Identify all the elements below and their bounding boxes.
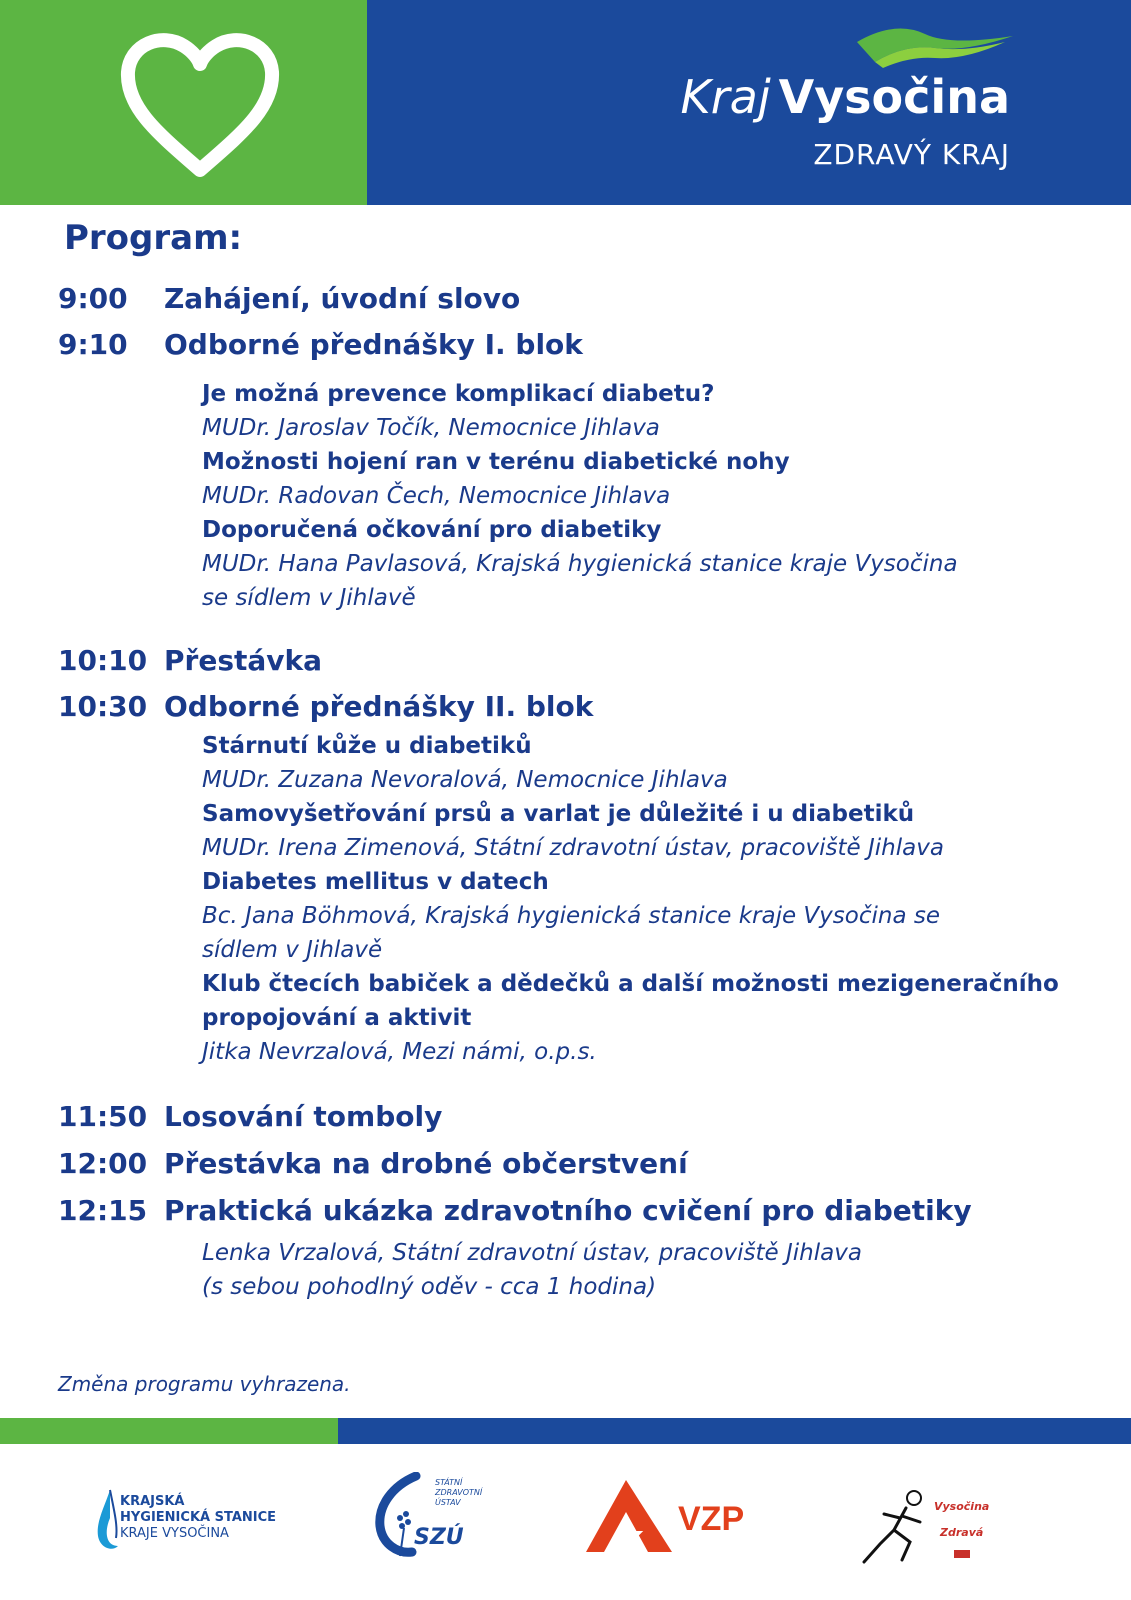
program-time: 9:10 [58, 328, 128, 361]
footer-blue-bar [338, 1418, 1131, 1444]
program-title: Losování tomboly [164, 1100, 443, 1133]
program-time: 12:00 [58, 1147, 148, 1180]
talk-speaker: se sídlem v Jihlavě [202, 585, 416, 611]
vzp-logo-text: VZP [678, 1500, 745, 1538]
brand-subtitle: ZDRAVÝ KRAJ [813, 138, 1010, 171]
szu-line3: ÚSTAV [435, 1498, 461, 1507]
talk-title: Doporučená očkování pro diabetiky [202, 517, 662, 543]
szu-abbr: SZÚ [414, 1525, 464, 1550]
szu-line1: STÁTNÍ [435, 1478, 463, 1487]
talk-speaker: MUDr. Irena Zimenová, Státní zdravotní ústav, pracoviště Jihlava [202, 835, 944, 861]
program-heading: Program: [64, 218, 243, 258]
program-title: Odborné přednášky I. blok [164, 328, 583, 361]
talk-title: Samovyšetřování prsů a varlat je důležité i u diabetiků [202, 801, 915, 827]
talk-speaker: MUDr. Radovan Čech, Nemocnice Jihlava [202, 483, 671, 509]
talk-title: Diabetes mellitus v datech [202, 869, 549, 895]
brand-title [665, 70, 1010, 125]
program-time: 11:50 [58, 1100, 148, 1133]
talk-title: propojování a aktivit [202, 1005, 472, 1031]
talk-speaker: Bc. Jana Böhmová, Krajská hygienická stanice kraje Vysočina se [202, 903, 940, 929]
heart-icon [120, 30, 280, 180]
talk-speaker: Lenka Vrzalová, Státní zdravotní ústav, pracoviště Jihlava [202, 1240, 862, 1266]
program-item [58, 1147, 688, 1180]
szu-line2: ZDRAVOTNÍ [435, 1488, 483, 1497]
khs-line1: KRAJSKÁ [120, 1494, 185, 1509]
vz-badge [954, 1550, 970, 1558]
program-time: 10:30 [58, 690, 148, 723]
khs-line3: KRAJE VYSOČINA [120, 1526, 229, 1541]
brand-kraj: Kraj [680, 70, 771, 124]
khs-line2: HYGIENICKÁ STANICE [120, 1510, 277, 1525]
talk-title: Klub čtecích babiček a dědečků a další možnosti mezigeneračního [202, 971, 1059, 997]
khs-logo-text [120, 1494, 276, 1542]
talk-title: Stárnutí kůže u diabetiků [202, 733, 532, 759]
talk-speaker: MUDr. Jaroslav Točík, Nemocnice Jihlava [202, 415, 660, 441]
talk-speaker: Jitka Nevrzalová, Mezi námi, o.p.s. [202, 1039, 597, 1065]
program-change-note: Změna programu vyhrazena. [58, 1372, 351, 1396]
talk-title: Je možná prevence komplikací diabetu? [202, 381, 715, 407]
footer-green-bar [0, 1418, 338, 1444]
program-time: 12:15 [58, 1194, 148, 1227]
kraj-vysocina-swoosh-logo [855, 22, 1015, 72]
program-title: Zahájení, úvodní slovo [164, 282, 521, 315]
talk-speaker: MUDr. Hana Pavlasová, Krajská hygienická stanice kraje Vysočina [202, 551, 958, 577]
program-title: Praktická ukázka zdravotního cvičení pro diabetiky [164, 1194, 972, 1227]
program-title: Odborné přednášky II. blok [164, 690, 594, 723]
talk-speaker: MUDr. Zuzana Nevoralová, Nemocnice Jihlava [202, 767, 728, 793]
vz-line2: Zdravá [940, 1526, 984, 1539]
program-time: 9:00 [58, 282, 128, 315]
water-drop-icon [94, 1488, 120, 1554]
program-item [58, 644, 322, 677]
vz-line1: Vysočina [934, 1500, 990, 1513]
vzp-logo-icon [582, 1478, 676, 1554]
program-title: Přestávka na drobné občerstvení [164, 1147, 688, 1180]
brand-vysocina: Vysočina [778, 70, 1010, 124]
program-item [58, 690, 593, 723]
talk-title: Možnosti hojení ran v terénu diabetické nohy [202, 449, 790, 475]
header-green-panel [0, 0, 367, 205]
szu-logo-text [435, 1478, 482, 1508]
program-item [58, 328, 583, 361]
runner-icon [854, 1488, 934, 1568]
program-time: 10:10 [58, 644, 148, 677]
program-item [58, 1194, 972, 1227]
program-item [58, 282, 520, 315]
program-item [58, 1100, 442, 1133]
talk-note: (s sebou pohodlný oděv - cca 1 hodina) [202, 1274, 657, 1300]
program-title: Přestávka [164, 644, 323, 677]
talk-speaker: sídlem v Jihlavě [202, 937, 383, 963]
